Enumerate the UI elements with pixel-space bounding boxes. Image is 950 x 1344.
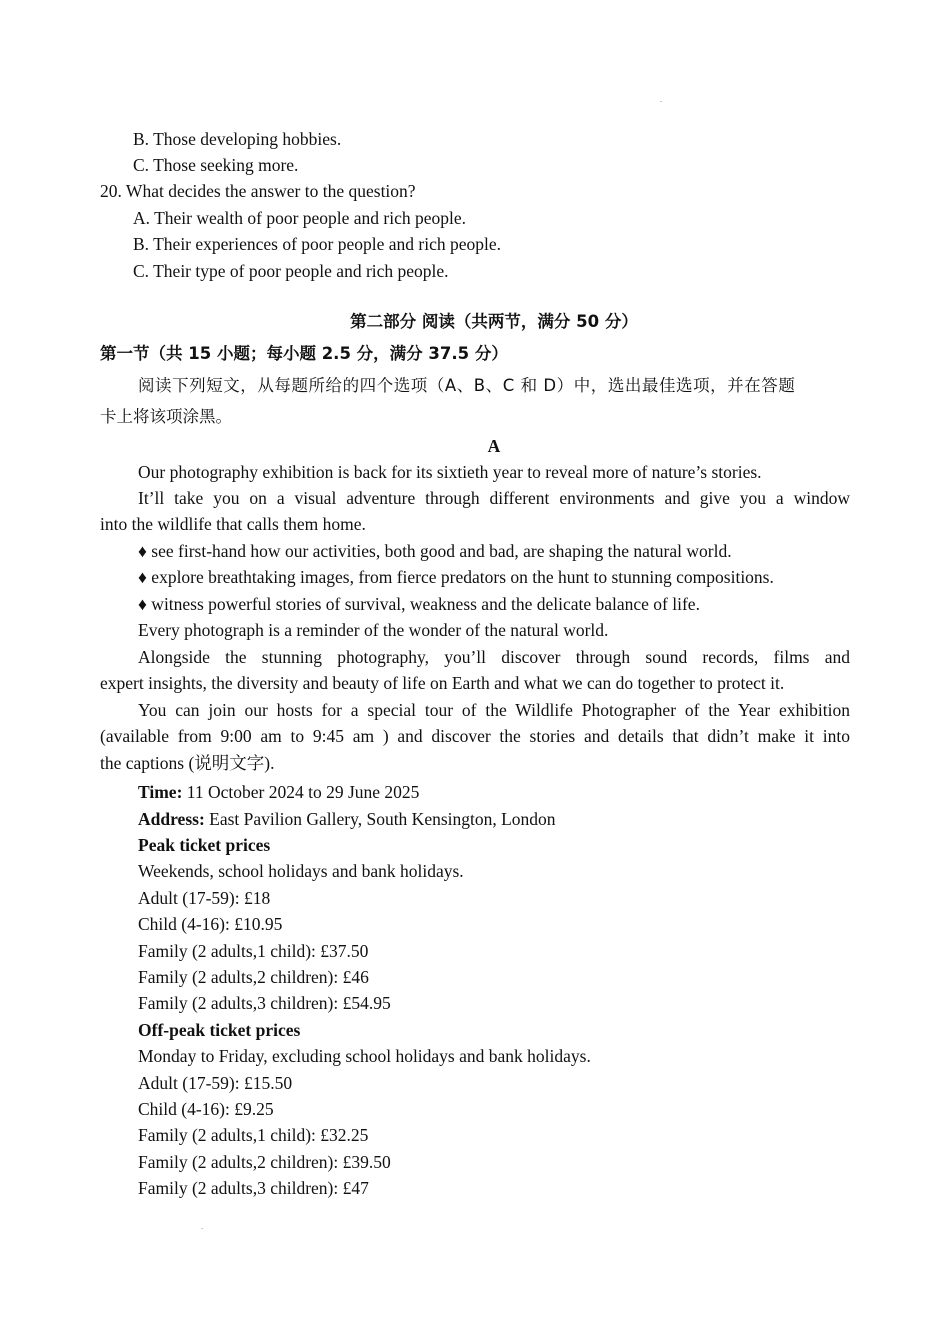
passage-p4-line2: expert insights, the diversity and beauty of life on Earth and what we can do together to protect it.	[100, 673, 785, 693]
offpeak-price: Family (2 adults,2 children): £39.50	[138, 1152, 391, 1172]
passage-p5-line1: You can join our hosts for a special tour of the Wildlife Photographer of the Year exhibition	[138, 700, 850, 720]
peak-price: Family (2 adults,3 children): £54.95	[138, 993, 391, 1013]
time-value: 11 October 2024 to 29 June 2025	[182, 782, 420, 802]
passage-p3: Every photograph is a reminder of the wonder of the natural world.	[138, 620, 609, 640]
scan-speck	[660, 101, 662, 102]
instructions-line-1: 阅读下列短文，从每题所给的四个选项（A、B、C 和 D）中，选出最佳选项，并在答题	[138, 376, 796, 395]
passage-p4-line1: Alongside the stunning photography, you’ll discover through sound records, films and	[138, 647, 850, 667]
passage-p2-line1: It’ll take you on a visual adventure through different environments and give you a window	[138, 488, 850, 508]
bullet-item: ♦ witness powerful stories of survival, weakness and the delicate balance of life.	[138, 594, 700, 614]
peak-heading: Peak ticket prices	[138, 835, 271, 855]
time-label: Time:	[138, 782, 183, 802]
peak-price: Child (4-16): £10.95	[138, 914, 283, 934]
bullet-item: ♦ see first-hand how our activities, both good and bad, are shaping the natural world.	[138, 541, 732, 561]
address-label: Address:	[138, 809, 205, 829]
offpeak-heading: Off-peak ticket prices	[138, 1020, 301, 1040]
subsection-title: 第一节（共 15 小题；每小题 2.5 分，满分 37.5 分）	[100, 344, 508, 363]
passage-p1: Our photography exhibition is back for its sixtieth year to reveal more of nature’s stories.	[138, 462, 762, 482]
peak-price: Adult (17-59): £18	[138, 888, 271, 908]
offpeak-price: Adult (17-59): £15.50	[138, 1073, 293, 1093]
offpeak-note: Monday to Friday, excluding school holidays and bank holidays.	[138, 1046, 591, 1066]
bullet-item: ♦ explore breathtaking images, from fierce predators on the hunt to stunning compositions.	[138, 567, 774, 587]
passage-p5-line2: (available from 9:00 am to 9:45 am ) and discover the stories and details that didn’t make it into	[100, 726, 850, 746]
q20-stem: 20. What decides the answer to the question?	[100, 181, 416, 201]
time-line	[138, 779, 419, 805]
part-title: 第二部分 阅读（共两节，满分 50 分）	[350, 312, 638, 331]
offpeak-price: Child (4-16): £9.25	[138, 1099, 274, 1119]
scan-speck	[201, 1228, 203, 1229]
offpeak-price: Family (2 adults,3 children): £47	[138, 1178, 369, 1198]
q19-option-b: B. Those developing hobbies.	[133, 129, 342, 149]
passage-p2-line2: into the wildlife that calls them home.	[100, 514, 366, 534]
address-value: East Pavilion Gallery, South Kensington, London	[204, 809, 556, 829]
peak-price: Family (2 adults,1 child): £37.50	[138, 941, 369, 961]
peak-price: Family (2 adults,2 children): £46	[138, 967, 369, 987]
passage-p5-line3: the captions (说明文字).	[100, 753, 275, 773]
q19-option-c: C. Those seeking more.	[133, 155, 299, 175]
q20-option-b: B. Their experiences of poor people and rich people.	[133, 234, 502, 254]
instructions-line-2: 卡上将该项涂黑。	[100, 407, 232, 426]
q20-option-c: C. Their type of poor people and rich people.	[133, 261, 449, 281]
offpeak-price: Family (2 adults,1 child): £32.25	[138, 1125, 369, 1145]
passage-label: A	[487, 436, 501, 456]
peak-note: Weekends, school holidays and bank holidays.	[138, 861, 464, 881]
address-line	[138, 806, 556, 832]
q20-option-a: A. Their wealth of poor people and rich people.	[133, 208, 467, 228]
